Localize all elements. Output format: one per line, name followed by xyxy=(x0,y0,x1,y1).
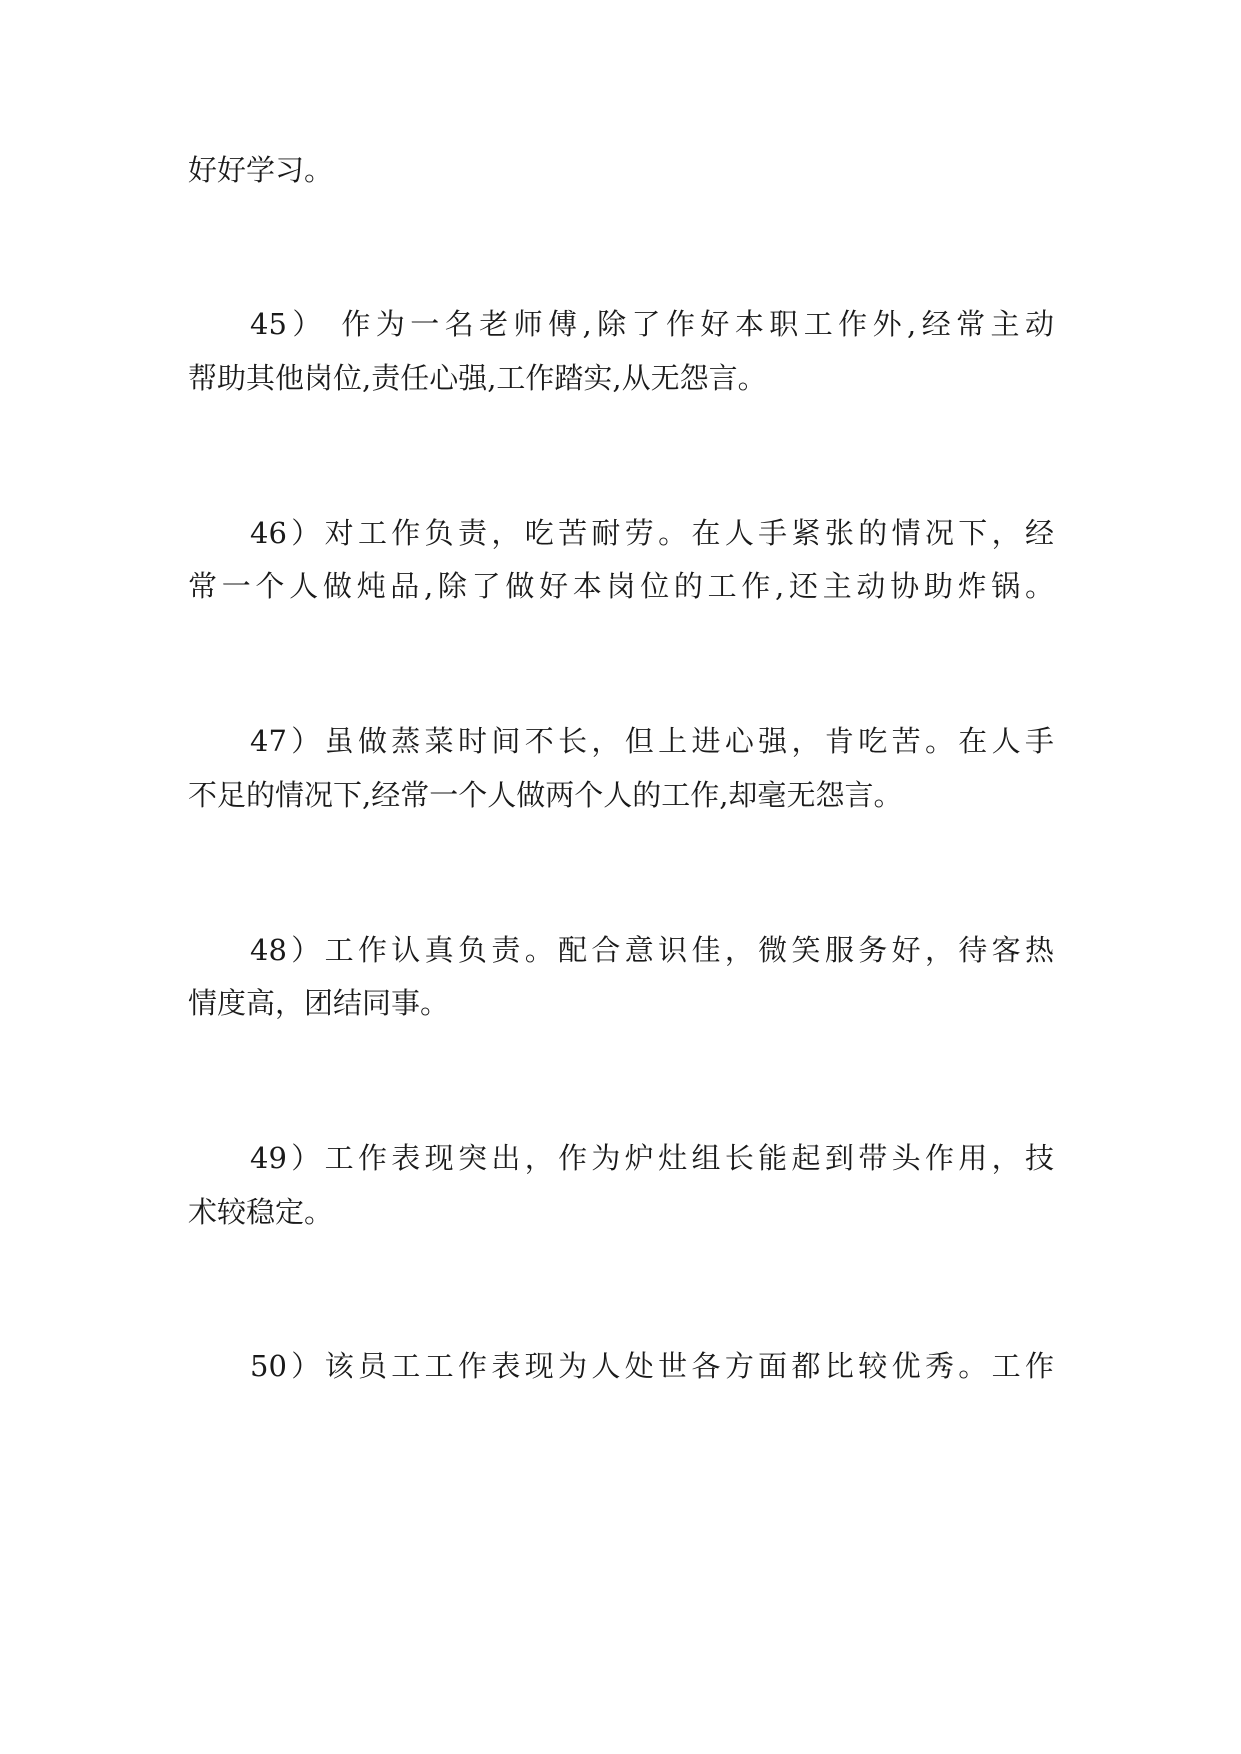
item-49-line-2: 术较稳定。 xyxy=(188,1195,334,1229)
item-45-line-1: 45） 作为一名老师傅,除了作好本职工作外,经常主动 xyxy=(250,307,1054,341)
item-47-line-2: 不足的情况下,经常一个人做两个人的工作,却毫无怨言。 xyxy=(188,778,903,812)
item-49-line-1: 49）工作表现突出，作为炉灶组长能起到带头作用，技 xyxy=(250,1141,1054,1175)
continuation-line: 好好学习。 xyxy=(188,153,334,187)
item-47-line-1: 47）虽做蒸菜时间不长，但上进心强，肯吃苦。在人手 xyxy=(250,724,1054,758)
item-48-line-2: 情度高，团结同事。 xyxy=(188,986,450,1020)
item-46-line-2: 常一个人做炖品,除了做好本岗位的工作,还主动协助炸锅。 xyxy=(188,569,1054,603)
item-45-line-2: 帮助其他岗位,责任心强,工作踏实,从无怨言。 xyxy=(188,361,767,395)
item-48-line-1: 48）工作认真负责。配合意识佳，微笑服务好，待客热 xyxy=(250,933,1054,967)
item-50-line-1: 50）该员工工作表现为人处世各方面都比较优秀。工作 xyxy=(250,1349,1054,1383)
item-46-line-1: 46）对工作负责，吃苦耐劳。在人手紧张的情况下，经 xyxy=(250,516,1054,550)
